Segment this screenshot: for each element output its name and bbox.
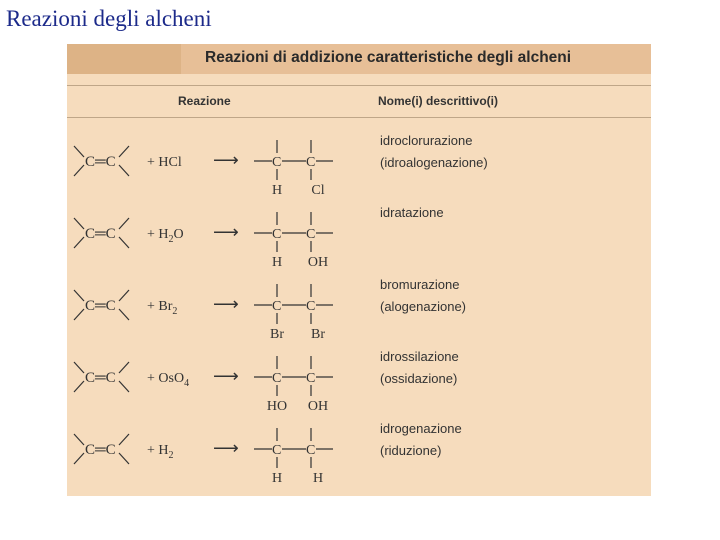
- reaction-name: bromurazione: [380, 277, 460, 292]
- reaction-arrow: ⟶: [213, 222, 239, 242]
- reaction-scheme: [67, 414, 367, 486]
- reagent-subscript: 2: [172, 306, 178, 317]
- reaction-name: idrogenazione: [380, 421, 462, 436]
- reaction-name-alternative: (alogenazione): [380, 299, 467, 314]
- product-carbon-left: C: [272, 299, 282, 314]
- product-substituent-right: Br: [311, 327, 325, 342]
- product-substituent-left: HO: [266, 399, 288, 414]
- alkene-formula: C═C: [85, 442, 116, 458]
- table-title: Reazioni di addizione caratteristiche degli alcheni: [205, 49, 572, 66]
- product-carbon-right: C: [306, 227, 316, 242]
- reaction-name-alternative: (riduzione): [380, 443, 442, 458]
- reaction-arrow: ⟶: [213, 294, 239, 314]
- product-substituent-right: OH: [307, 255, 329, 270]
- product-carbon-right: C: [306, 443, 316, 458]
- reagent-subscript: 2: [168, 234, 174, 245]
- product-carbon-left: C: [272, 443, 282, 458]
- product-structure: [254, 140, 333, 180]
- reaction-scheme: [67, 342, 367, 414]
- reagent: [147, 371, 189, 389]
- reaction-name-alternative: (idroalogenazione): [380, 155, 488, 170]
- product-carbon-right: C: [306, 299, 316, 314]
- divider-top: [67, 85, 651, 86]
- reaction-arrow: ⟶: [213, 150, 239, 170]
- reaction-row: [67, 198, 651, 270]
- reaction-row: [67, 270, 651, 342]
- reaction-scheme: [67, 270, 367, 342]
- product-structure: [254, 284, 333, 324]
- reaction-name-alternative: (ossidazione): [380, 371, 458, 386]
- product-carbon-left: C: [272, 227, 282, 242]
- reagent-main: + OsO: [147, 371, 185, 386]
- reagent-subscript: 4: [184, 378, 190, 389]
- product-carbon-left: C: [272, 371, 282, 386]
- reaction-row: [67, 126, 651, 198]
- reagent: [147, 443, 174, 461]
- product-substituent-left: H: [271, 183, 283, 198]
- product-structure: [254, 212, 333, 252]
- reagent-main: + HCl: [147, 155, 182, 170]
- reagent-main: + Br: [147, 299, 173, 314]
- alkene-formula: C═C: [85, 154, 116, 170]
- reactions-table: [67, 44, 651, 496]
- reagent-main: + H: [147, 443, 169, 458]
- product-carbon-right: C: [306, 155, 316, 170]
- reaction-name: idratazione: [380, 205, 444, 220]
- reaction-name-block: [380, 418, 462, 462]
- product-substituent-left: H: [271, 471, 283, 486]
- reaction-name-block: [380, 274, 466, 318]
- product-substituent-right: H: [312, 471, 324, 486]
- alkene-formula: C═C: [85, 226, 116, 242]
- product-substituent-right: Cl: [311, 183, 325, 198]
- reaction-row: [67, 414, 651, 486]
- slide-title: Reazioni degli alcheni: [6, 6, 212, 31]
- reagent-tail: O: [173, 227, 184, 242]
- product-structure: [254, 356, 333, 396]
- reagent: [147, 299, 177, 317]
- product-carbon-right: C: [306, 371, 316, 386]
- reaction-name-block: [380, 202, 444, 224]
- alkene-formula: C═C: [85, 298, 116, 314]
- product-carbon-left: C: [272, 155, 282, 170]
- reaction-name: idroclorurazione: [380, 133, 473, 148]
- column-header-reaction: Reazione: [178, 94, 231, 108]
- reaction-scheme: [67, 198, 367, 270]
- reaction-name-block: [380, 130, 488, 174]
- reagent: [147, 155, 182, 170]
- reagent-subscript: 2: [168, 450, 174, 461]
- reaction-row: [67, 342, 651, 414]
- reaction-name-block: [380, 346, 459, 390]
- divider-header: [67, 117, 651, 118]
- reaction-name: idrossilazione: [380, 349, 459, 364]
- reagent: [147, 227, 184, 245]
- column-header-names: Nome(i) descrittivo(i): [378, 94, 499, 108]
- product-substituent-right: OH: [307, 399, 329, 414]
- header-accent: [67, 44, 181, 74]
- alkene-formula: C═C: [85, 370, 116, 386]
- reaction-scheme: [67, 126, 367, 198]
- reaction-arrow: ⟶: [213, 366, 239, 386]
- product-substituent-left: H: [271, 255, 283, 270]
- product-structure: [254, 428, 333, 468]
- reagent-main: + H: [147, 227, 169, 242]
- product-substituent-left: Br: [270, 327, 284, 342]
- reaction-arrow: ⟶: [213, 438, 239, 458]
